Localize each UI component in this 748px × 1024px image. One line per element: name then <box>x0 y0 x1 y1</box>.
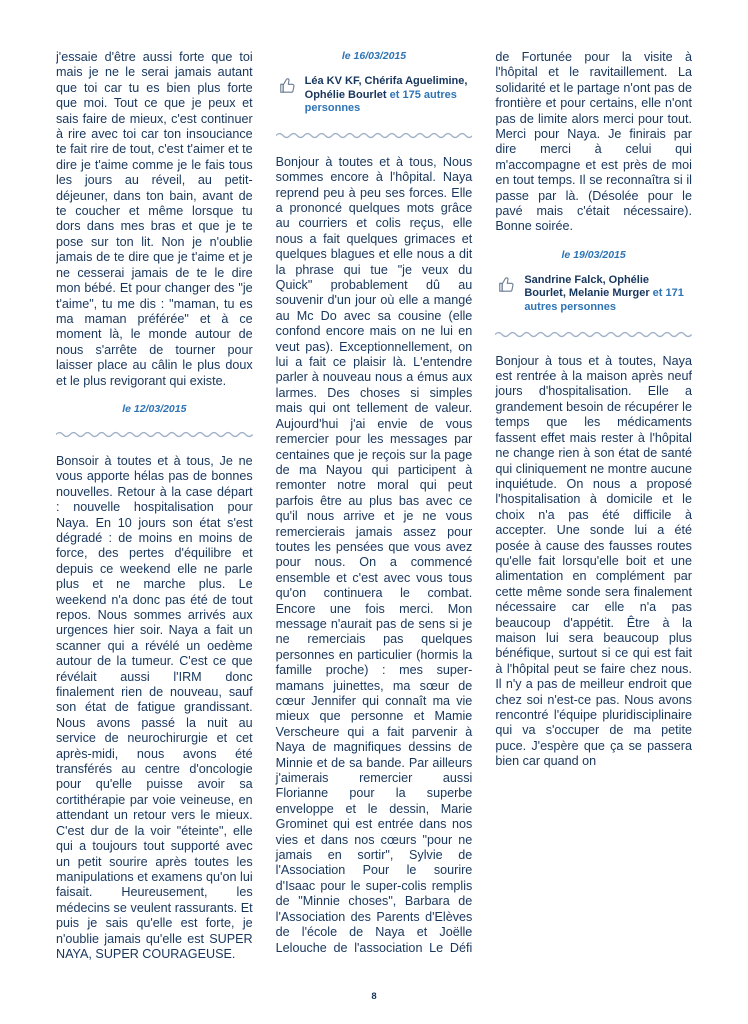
like-text <box>524 274 692 315</box>
post-paragraph: Bonjour à toutes et à tous, Nous sommes encore à l'hôpital. Naya reprend peu à peu ses forces. Elle a prononcé quelques mots grâce au courriers et colis reçus, elle nous a fait quelques grimaces et quelques blagues et elle nous a dit la phrase qui tue "je veux du Quick" probablement dû au souvenir d'un jour où elle a mangé au Mc Do avec sa cousine (elle confond encore mais on ne lui en veut pas). Exceptionnellement, on lui a fait ce plaisir là. L'entendre parler à nouveau nous a émus aux larmes. Des choses si simples mais qui ont tellement de valeur. Aujourd'hui j'ai envie de vous remercier pour les messages par centaines que je reçois sur la page de ma Nayou qui participent à remonter notre moral qui peut parfois être au plus bas avec ce qu'il nous arrive et je ne vous remercierais jamais assez pour toutes les pensées que vous avez pour nous. On a commencé ensemble et c'est avec vous tous qu'on continuera le combat. Encore une fois merci. Mon message n'aurait pas de sens si je ne remerciais pas quelques personnes en particulier (hormis la famille proche) : mes super-mamans juinettes, ma sœur de cœur Jennifer qui connaît ma vie mieux que personne et Mamie Verscheure qui a fait parvenir à Naya de magnifiques dessins de Minnie et de sa bande. Par ailleurs j'aimerais remercier aussi Florianne pour la superbe enveloppe et le dessin, Marie Grominet qui est entrée dans nos vies et dans nos cœurs "pour ne jamais en sortir", Sylvie de l'Association Pour le sourire d'Isaac pour le super-colis remplis de "Minnie choses", Barbara de l'Association des Parents d'Elèves de l'école de Naya et Joëlle Lelouche de l'association Le Défi de Fortunée pour la visite à l'hôpital et le ravitaillement. La solidarité et le partage n'ont pas de frontière et pour certains, elle n'ont pas de limite alors merci pour tout. Merci pour Naya. Je finirais par dire merci à celui qui m'accompagne et est près de moi en tout temps. Il se reconnaîtra si il passe par là. (Désolée pour le pavé mais c'était nécessaire). Bonne soirée. <box>275 50 692 955</box>
wavy-divider <box>276 131 473 140</box>
post-date: le 19/03/2015 <box>561 248 626 261</box>
thumbs-up-icon <box>278 75 297 95</box>
post-date: le 12/03/2015 <box>122 402 187 415</box>
like-names: Sandrine Falck, Ophélie Bourlet, Melanie Murger <box>524 273 650 300</box>
like-count: et 175 autres personnes <box>304 88 457 115</box>
post-date: le 16/03/2015 <box>341 50 407 62</box>
like-names: Léa KV KF, Chérifa Aguelimine, Ophélie Bourlet <box>304 75 468 101</box>
like-row <box>495 274 692 315</box>
post-paragraph: j'essaie d'être aussi forte que toi mais je ne le serai jamais autant que toi car tu es bien plus forte que moi. Tout ce que je peux et sais faire de mieux, c'est continuer à rire avec toi car ton insouciance te fait rire de tout, c'est t'aimer et te dire je t'aime comme je le fais tous les jours au réveil, au petit-déjeuner, dans ton bain, avant de te coucher et même lorsque tu dors dans mes bras et que je te pose sur ton lit. Non je n'oublie jamais de te dire que je t'aime et je ne cesserai jamais de te le dire mon bébé. Et pour changer des "je t'aime", tu me dis : "maman, tu es ma maman préférée" et à ce moment là, le monde autour de nous s'arrête de tourner pour laisser place au câlin le plus doux et le plus revigorant qui existe. <box>56 50 253 388</box>
like-text <box>305 75 473 116</box>
page-number: 8 <box>371 991 377 1002</box>
wavy-divider <box>56 430 253 439</box>
thumbs-up-icon <box>497 274 516 294</box>
like-count: et 171 autres personnes <box>524 287 684 314</box>
post-paragraph: Bonsoir à toutes et à tous, Je ne vous apporte hélas pas de bonnes nouvelles. Retour à la case départ : nouvelle hospitalisation pour Naya. En 10 jours son état s'est dégradé : de moins en moins de force, des pertes d'équilibre et depuis ce weekend elle ne parle plus et ne marche plus. Le weekend n'a donc pas été de tout repos. Nous sommes arrivés aux urgences hier soir. Naya a fait un scanner qui a révélé un oedème autour de la tumeur. C'est ce que révélait aussi l'IRM donc finalement rien de nouveau, sauf son état de fatigue grandissant. Nous avons passé la nuit au service de neurochirurgie et cet après-midi, nous avons été transférés au centre d'oncologie pour qu'elle puisse avoir sa cortithérapie par voie veineuse, en attendant un retour vers le mieux. C'est dur de la voir "éteinte", elle qui a toujours tout supporté avec un petit sourire après toutes les manipulations et examens qu'on lui faisait. Heureusement, les médecins se veulent rassurants. Et puis je sais qu'elle est forte, je n'oublie jamais qu'elle est SUPER NAYA, SUPER COURAGEUSE. <box>56 453 253 961</box>
wavy-divider <box>495 330 692 339</box>
like-row <box>276 75 473 116</box>
post-paragraph: Bonjour à tous et à toutes, Naya est rentrée à la maison après neuf jours d'hospitalisation. Elle a grandement besoin de récupérer le temps que les médicaments fassent effet mais rester à l'hôpital ne change rien à son état de santé qui cliniquement ne montre aucune inquiétude. On nous a proposé l'hospitalisation à domicile et le choix n'a pas été difficile à accepter. Une sonde lui a été posée à cause des fausses routes qu'elle fait lorsqu'elle boit et une alimentation en complément par cette même sonde sera finalement nécessaire car elle n'a pas beaucoup d'appétit. Être à la maison lui sera beaucoup plus bénéfique, surtout si ce qui est fait à l'hôpital peut se faire chez nous. Il n'y a pas de meilleur endroit que chez soi n'est-ce pas. Nous avons rencontré l'équipe pluridisciplinaire qui va s'occuper de ma petite puce. J'espère que ça se passera bien car quand on <box>495 353 692 769</box>
page-columns <box>56 50 692 966</box>
